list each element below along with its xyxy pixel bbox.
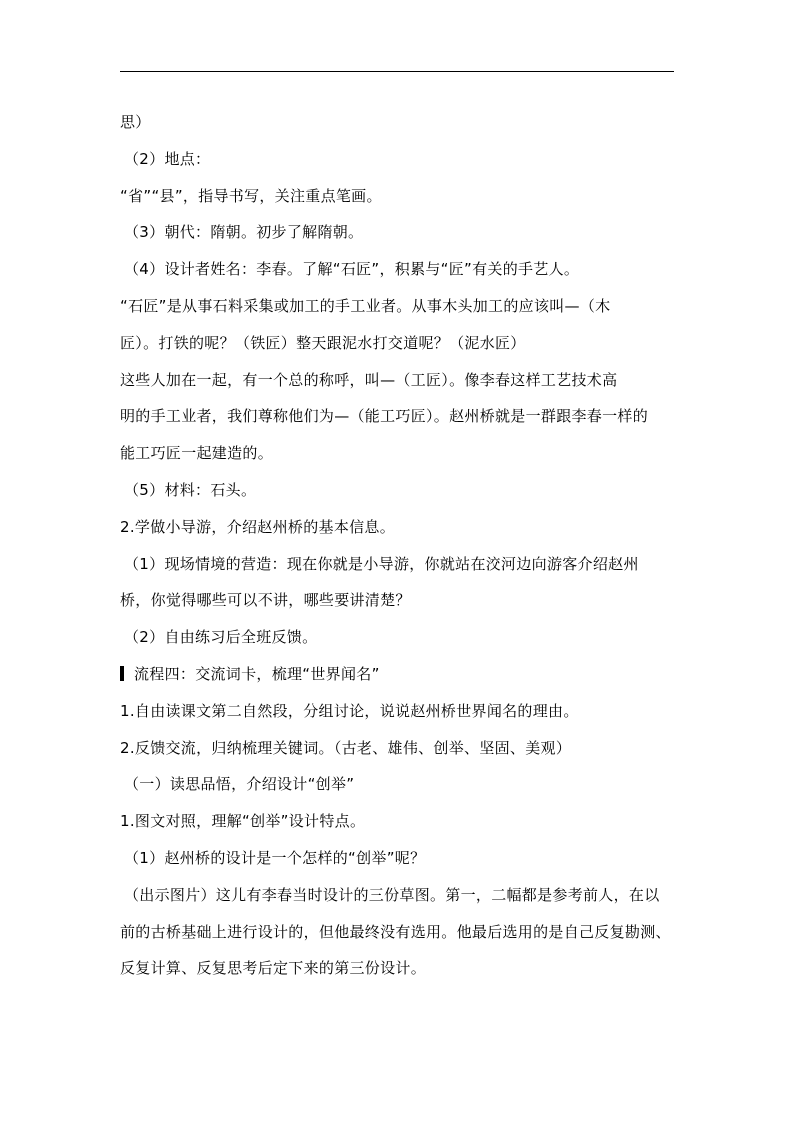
heading-marker — [120, 666, 124, 681]
section-heading-text: 流程四：交流词卡，梳理“世界闻名” — [134, 664, 380, 683]
text-line: 2.学做小导游，介绍赵州桥的基本信息。 — [120, 517, 396, 536]
text-line: 能工巧匠一起建造的。 — [120, 444, 274, 463]
text-line: （1）现场情境的营造：现在你就是小导游，你就站在洨河边向游客介绍赵州 — [124, 554, 639, 573]
text-line: 反复计算、反复思考后定下来的第三份设计。 — [120, 959, 427, 978]
text-line: （4）设计者姓名：李春。了解“石匠”，积累与“匠”有关的手艺人。 — [124, 260, 580, 279]
text-line: 1.图文对照，理解“创举”设计特点。 — [120, 812, 366, 831]
text-line: （1）赵州桥的设计是一个怎样的“创举”呢？ — [124, 848, 426, 867]
text-line: 匠）。打铁的呢？（铁匠）整天跟泥水打交道呢？（泥水匠） — [120, 333, 526, 352]
text-line: （2）自由练习后全班反馈。 — [124, 628, 318, 647]
text-line: 明的手工业者，我们尊称他们为—（能工巧匠）。赵州桥就是一群跟李春一样的 — [120, 407, 649, 426]
text-line: （3）朝代：隋朝。初步了解隋朝。 — [124, 223, 364, 242]
header-rule — [120, 71, 674, 72]
text-line: 桥，你觉得哪些可以不讲，哪些要讲清楚？ — [120, 591, 411, 610]
text-line: 这些人加在一起，有一个总的称呼，叫—（工匠）。像李春这样工艺技术高 — [120, 370, 618, 389]
text-line: （一）读思品悟，介绍设计“创举” — [124, 775, 355, 794]
text-line: “石匠”是从事石料采集或加工的手工业者。从事木头加工的应该叫—（木 — [120, 296, 611, 315]
text-line: 思） — [120, 113, 151, 131]
text-line: （出示图片）这儿有李春当时设计的三份草图。第一，二幅都是参考前人，在以 — [124, 885, 660, 904]
text-line: （5）材料：石头。 — [124, 480, 257, 499]
text-line: 前的古桥基础上进行设计的，但他最终没有选用。他最后选用的是自己反复勘测、 — [120, 922, 671, 941]
text-line: 1.自由读课文第二自然段，分组讨论，说说赵州桥世界闻名的理由。 — [120, 701, 579, 720]
text-line: “省”“县”，指导书写，关注重点笔画。 — [120, 186, 382, 205]
section-heading — [120, 656, 680, 693]
document-body — [120, 104, 680, 987]
text-line: 2.反馈交流，归纳梳理关键词。（古老、雄伟、创举、坚固、美观） — [120, 738, 572, 757]
text-line: （2）地点： — [124, 149, 211, 168]
